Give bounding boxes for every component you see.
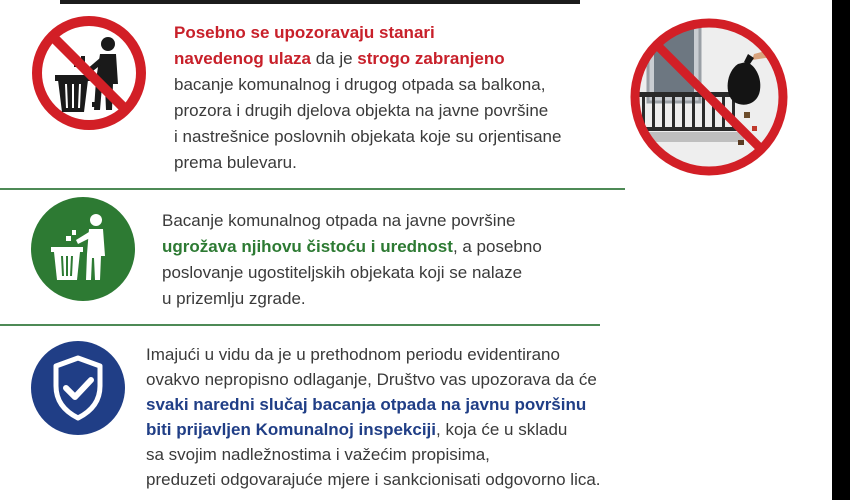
section-3-line-4 xyxy=(146,417,601,442)
section-3-line-3: svaki naredni slučaj bacanja otpada na javnu površinu xyxy=(146,395,587,414)
section-3-line-1: Imajući u vidu da je u prethodnom periodu evidentirano xyxy=(146,345,560,364)
section-2-text xyxy=(162,208,542,312)
section-2-line-3: poslovanje ugostiteljskih objekata koji se nalaze xyxy=(162,263,523,282)
no-littering-icon xyxy=(30,14,148,132)
section-2-line-4: u prizemlju zgrade. xyxy=(162,289,306,308)
section-2-line-2-rest: , a posebno xyxy=(452,237,542,256)
section-3-text xyxy=(146,342,601,492)
section-1-line-4: prozora i drugih djelova objekta na javne površine xyxy=(174,101,549,120)
section-3-line-4-rest: , koja će u skladu xyxy=(436,420,568,439)
section-1-connector: da je xyxy=(310,49,358,68)
divider-2 xyxy=(0,324,600,326)
section-3-line-2: ovakvo nepropisno odlaganje, Društvo vas upozorava da će xyxy=(146,370,597,389)
right-edge-strip xyxy=(832,0,850,500)
section-2-highlight: ugrožava njihovu čistoću i urednost xyxy=(162,237,453,256)
section-2-line-1: Bacanje komunalnog otpada na javne površine xyxy=(162,211,516,230)
section-1-line-1: Posebno se upozoravaju stanari xyxy=(174,23,435,42)
section-3-line-6: preduzeti odgovarajuće mjere i sankcionisati odgovorno lica. xyxy=(146,470,601,489)
section-1-text xyxy=(174,20,561,176)
section-1-highlight-forbidden: strogo zabranjeno xyxy=(357,49,505,68)
section-1-line-3: bacanje komunalnog i drugog otpada sa balkona, xyxy=(174,75,546,94)
no-throwing-from-balcony-icon xyxy=(626,14,792,180)
section-1-highlight-entrance: navedenog ulaza xyxy=(174,49,311,68)
section-3-highlight: biti prijavljen Komunalnoj inspekciji xyxy=(146,420,436,439)
section-1-line-2 xyxy=(174,46,561,72)
section-3-line-5: sa svojim nadležnostima i važećim propisima, xyxy=(146,445,490,464)
litter-in-bin-icon xyxy=(30,196,136,302)
top-border xyxy=(60,0,580,4)
section-1-line-6: prema bulevaru. xyxy=(174,153,297,172)
shield-check-icon xyxy=(30,340,126,436)
divider-1 xyxy=(0,188,625,190)
section-1-line-5: i nastrešnice poslovnih objekata koje su orjentisane xyxy=(174,127,562,146)
section-2-line-2 xyxy=(162,234,542,260)
